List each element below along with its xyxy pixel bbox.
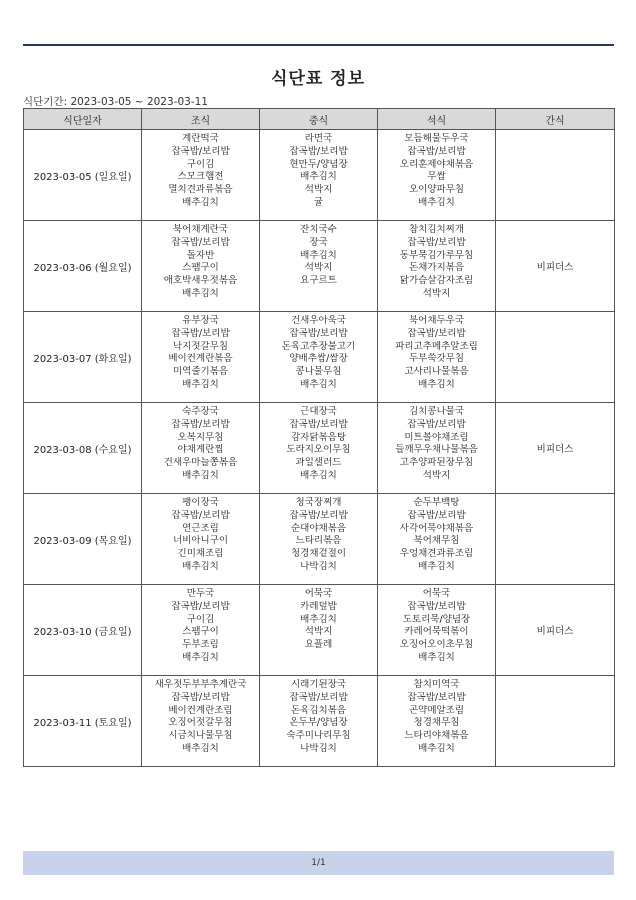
table-row — [24, 585, 615, 676]
dish-item: 석박지 — [422, 287, 451, 299]
dish-item: 동부묵김가루무침 — [399, 249, 474, 261]
table-row — [24, 221, 615, 312]
dish-item: 석박지 — [304, 626, 333, 638]
dish-item: 잔치국수 — [300, 224, 337, 235]
dish-item: 돈채가지볶음 — [408, 262, 465, 274]
dish-item: 온두부/양념장 — [289, 717, 348, 729]
dish-item: 배추김치 — [418, 742, 455, 754]
dish-item: 곤약메알조림 — [408, 704, 465, 716]
dish-item: 나박김치 — [300, 742, 337, 754]
lunch-cell — [260, 585, 378, 676]
dish-item: 참치김치찌개 — [408, 224, 465, 235]
dish-item: 베이컨계란조림 — [168, 704, 233, 716]
dish-item: 느타리야채볶음 — [404, 730, 469, 742]
breakfast-cell — [142, 676, 260, 767]
dish-item: 숙주장국 — [182, 406, 219, 417]
dish-item: 스팸구이 — [182, 262, 219, 274]
dish-item: 배추김치 — [182, 560, 219, 572]
header-lunch: 중식 — [260, 109, 378, 130]
dish-item: 잡곡밥/보리밥 — [407, 600, 466, 612]
snack-item: 비피더스 — [536, 444, 574, 455]
dish-item: 배추김치 — [418, 378, 455, 390]
dish-item: 배추김치 — [182, 287, 219, 299]
header-snack: 간식 — [496, 109, 615, 130]
header-dinner: 석식 — [378, 109, 496, 130]
dish-item: 연근조림 — [182, 522, 219, 534]
dish-item: 어묵국 — [422, 588, 451, 599]
menu-period: 식단기간: 2023-03-05 ~ 2023-03-11 — [23, 96, 208, 108]
date-cell: 2023-03-07 (화요일) — [24, 312, 142, 403]
dinner-cell — [378, 494, 496, 585]
dish-item: 건새우마늘쫑볶음 — [163, 457, 238, 469]
dish-item: 구이김 — [186, 158, 215, 170]
header-date: 식단일자 — [24, 109, 142, 130]
dish-item: 청국장찌개 — [295, 497, 342, 508]
dish-item: 잡곡밥/보리밥 — [289, 418, 348, 430]
dish-item: 배추김치 — [300, 378, 337, 390]
snack-cell — [496, 403, 615, 494]
table-row — [24, 494, 615, 585]
dish-item: 라면국 — [304, 133, 333, 144]
dish-item: 배추김치 — [182, 651, 219, 663]
dish-item: 멸치견과류볶음 — [168, 184, 233, 196]
dish-item: 배추김치 — [418, 560, 455, 572]
dish-item: 시금치나물무침 — [168, 730, 233, 742]
dish-item: 잡곡밥/보리밥 — [407, 236, 466, 248]
dish-item: 순두부백탕 — [413, 497, 460, 508]
dish-item: 야채계란찜 — [177, 444, 224, 456]
snack-cell — [496, 221, 615, 312]
dish-item: 잡곡밥/보리밥 — [171, 145, 230, 157]
snack-cell — [496, 130, 615, 221]
dish-item: 카레덮밥 — [300, 600, 337, 612]
dish-item: 낙지젓갈무침 — [172, 340, 229, 352]
date-cell: 2023-03-06 (월요일) — [24, 221, 142, 312]
header-breakfast: 조식 — [142, 109, 260, 130]
dish-item: 어묵국 — [304, 588, 333, 599]
breakfast-cell — [142, 494, 260, 585]
dish-item: 오징어젓갈무침 — [168, 717, 233, 729]
dish-item: 석박지 — [304, 184, 333, 196]
dish-item: 요플레 — [304, 639, 333, 651]
dish-item: 장국 — [309, 236, 328, 248]
dish-item: 오리훈제야채볶음 — [399, 158, 474, 170]
dinner-cell — [378, 585, 496, 676]
dish-item: 건새우아욱국 — [290, 315, 347, 326]
dish-item: 애호박새우젓볶음 — [163, 275, 238, 287]
lunch-cell — [260, 403, 378, 494]
dish-item: 새우젓두부부추계란국 — [154, 679, 247, 690]
dish-item: 잡곡밥/보리밥 — [171, 509, 230, 521]
dish-item: 잡곡밥/보리밥 — [407, 418, 466, 430]
lunch-cell — [260, 676, 378, 767]
dish-item: 닭가슴살감자조림 — [399, 275, 474, 287]
dish-item: 사각어묵야채볶음 — [399, 522, 474, 534]
dish-item: 배추김치 — [418, 196, 455, 208]
dish-item: 스팸구이 — [182, 626, 219, 638]
dish-item: 잡곡밥/보리밥 — [407, 691, 466, 703]
table-row — [24, 403, 615, 494]
dish-item: 잡곡밥/보리밥 — [171, 327, 230, 339]
breakfast-cell — [142, 403, 260, 494]
dish-item: 오복지무침 — [177, 431, 224, 443]
dish-item: 배추김치 — [182, 196, 219, 208]
breakfast-cell — [142, 130, 260, 221]
dish-item: 돌자반 — [186, 249, 215, 261]
dish-item: 오이양파무침 — [408, 184, 465, 196]
dish-item: 석박지 — [304, 262, 333, 274]
lunch-cell — [260, 130, 378, 221]
dish-item: 근대장국 — [300, 406, 337, 417]
dish-item: 잡곡밥/보리밥 — [407, 145, 466, 157]
dinner-cell — [378, 312, 496, 403]
dish-item: 과일샐러드 — [295, 457, 342, 469]
dish-item: 북어채무침 — [413, 535, 460, 547]
dish-item: 잡곡밥/보리밥 — [407, 509, 466, 521]
breakfast-cell — [142, 312, 260, 403]
dish-item: 북어채두우국 — [408, 315, 465, 326]
lunch-cell — [260, 494, 378, 585]
lunch-cell — [260, 221, 378, 312]
dish-item: 배추김치 — [300, 613, 337, 625]
dish-item: 숙주미나리무침 — [286, 730, 351, 742]
snack-item: 비피더스 — [536, 262, 574, 273]
dish-item: 너비아니구이 — [172, 535, 229, 547]
date-cell: 2023-03-10 (금요일) — [24, 585, 142, 676]
dish-item: 북어채계란국 — [172, 224, 229, 235]
dish-item: 카레어묵떡볶이 — [404, 626, 469, 638]
page-number: 1/1 — [311, 858, 326, 868]
dish-item: 베이컨계란볶음 — [168, 353, 233, 365]
dish-item: 오징어오이초무침 — [399, 639, 474, 651]
dish-item: 구이김 — [186, 613, 215, 625]
dish-item: 만두국 — [186, 588, 215, 599]
dish-item: 유부장국 — [182, 315, 219, 326]
page-footer — [23, 851, 614, 875]
dish-item: 배추김치 — [418, 651, 455, 663]
dish-item: 청경채겉절이 — [290, 548, 347, 560]
dish-item: 참치미역국 — [413, 679, 460, 690]
dish-item: 배추김치 — [300, 469, 337, 481]
dish-item: 도토리묵/양념장 — [402, 613, 471, 625]
table-row — [24, 312, 615, 403]
top-divider — [23, 44, 614, 46]
dish-item: 잡곡밥/보리밥 — [289, 509, 348, 521]
dish-item: 시래기된장국 — [290, 679, 347, 690]
dish-item: 배추김치 — [182, 469, 219, 481]
dish-item: 두부쑥갓무침 — [408, 353, 465, 365]
dish-item: 석박지 — [422, 469, 451, 481]
snack-item: 비피더스 — [536, 626, 574, 637]
snack-cell — [496, 312, 615, 403]
dish-item: 양배추쌈/쌈장 — [289, 353, 348, 365]
dinner-cell — [378, 130, 496, 221]
dish-item: 돈육고추장불고기 — [281, 340, 356, 352]
dish-item: 잡곡밥/보리밥 — [407, 327, 466, 339]
dish-item: 배추김치 — [300, 171, 337, 183]
dish-item: 계란떡국 — [182, 133, 219, 144]
dish-item: 콩나물무침 — [295, 366, 342, 378]
dinner-cell — [378, 403, 496, 494]
dish-item: 느타리볶음 — [295, 535, 342, 547]
dish-item: 들깨무우채나물볶음 — [395, 444, 478, 456]
dish-item: 김치콩나물국 — [408, 406, 465, 417]
dish-item: 잡곡밥/보리밥 — [289, 691, 348, 703]
dish-item: 돈육김치볶음 — [290, 704, 347, 716]
dish-item: 스모크햄전 — [177, 171, 224, 183]
dish-item: 배추김치 — [182, 742, 219, 754]
lunch-cell — [260, 312, 378, 403]
dish-item: 감자닭볶음탕 — [290, 431, 347, 443]
dish-item: 잡곡밥/보리밥 — [171, 600, 230, 612]
dish-item: 잡곡밥/보리밥 — [289, 145, 348, 157]
dish-item: 우엉채견과류조림 — [399, 548, 474, 560]
dish-item: 청경채무침 — [413, 717, 460, 729]
dish-item: 고추양파된장무침 — [399, 457, 474, 469]
dish-item: 고사리나물볶음 — [404, 366, 469, 378]
dish-item: 두부조림 — [182, 639, 219, 651]
dish-item: 현만두/양념장 — [289, 158, 348, 170]
dish-item: 파리고추메추알조림 — [395, 340, 478, 352]
breakfast-cell — [142, 221, 260, 312]
date-cell: 2023-03-08 (수요일) — [24, 403, 142, 494]
breakfast-cell — [142, 585, 260, 676]
dish-item: 도라지오이무침 — [286, 444, 351, 456]
dish-item: 잡곡밥/보리밥 — [171, 418, 230, 430]
date-cell: 2023-03-11 (토요일) — [24, 676, 142, 767]
dish-item: 나박김치 — [300, 560, 337, 572]
dinner-cell — [378, 676, 496, 767]
dish-item: 미트볼야채조림 — [404, 431, 469, 443]
table-body — [24, 130, 615, 767]
snack-cell — [496, 494, 615, 585]
dish-item: 배추김치 — [182, 378, 219, 390]
dish-item: 무쌈 — [427, 171, 446, 183]
dish-item: 귤 — [313, 196, 324, 208]
date-cell: 2023-03-05 (일요일) — [24, 130, 142, 221]
table-row — [24, 130, 615, 221]
dish-item: 팽이장국 — [182, 497, 219, 508]
dinner-cell — [378, 221, 496, 312]
dish-item: 잡곡밥/보리밥 — [289, 327, 348, 339]
dish-item: 잡곡밥/보리밥 — [171, 691, 230, 703]
snack-cell — [496, 676, 615, 767]
dish-item: 모듬해물두우국 — [404, 133, 469, 144]
table-header-row — [24, 109, 615, 130]
dish-item: 요구르트 — [300, 275, 337, 287]
dish-item: 긴미채조림 — [177, 548, 224, 560]
meal-table — [23, 108, 615, 767]
page-title: 식단표 정보 — [270, 69, 366, 89]
dish-item: 잡곡밥/보리밥 — [171, 236, 230, 248]
dish-item: 미역줄기볶음 — [172, 366, 229, 378]
dish-item: 순대야채볶음 — [290, 522, 347, 534]
table-row — [24, 676, 615, 767]
dish-item: 배추김치 — [300, 249, 337, 261]
date-cell: 2023-03-09 (목요일) — [24, 494, 142, 585]
snack-cell — [496, 585, 615, 676]
